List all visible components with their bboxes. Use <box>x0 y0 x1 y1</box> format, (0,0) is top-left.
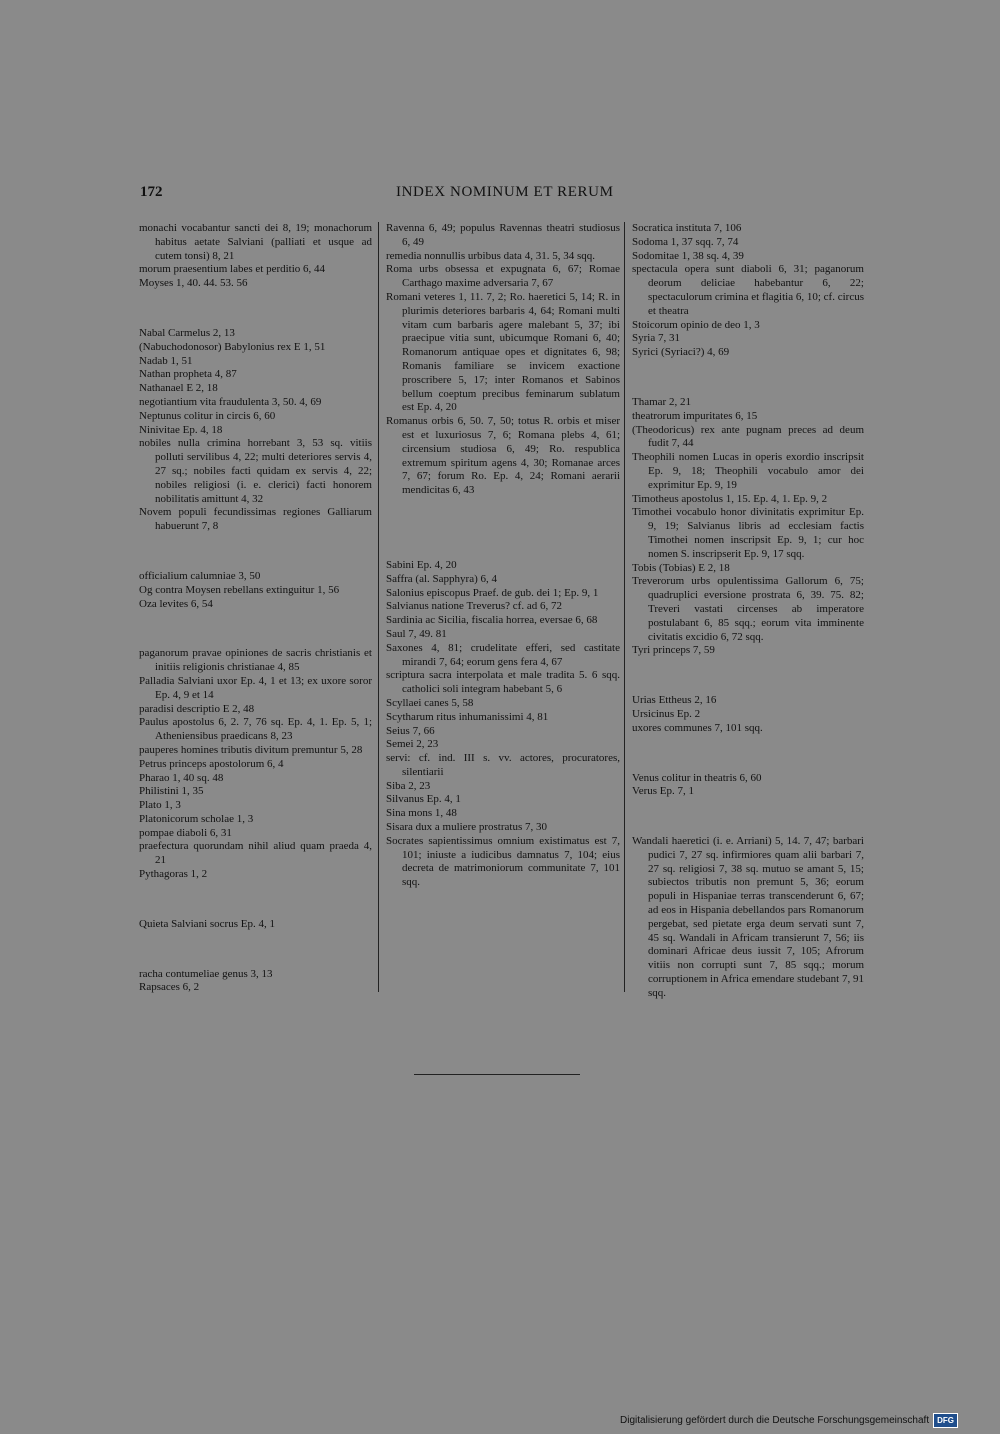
index-entry: Seius 7, 66 <box>386 724 435 737</box>
index-entry: Silvanus Ep. 4, 1 <box>386 793 461 806</box>
index-column-1 <box>139 222 372 995</box>
index-entry: Moyses 1, 40. 44. 53. 56 <box>139 277 248 290</box>
index-entry: Urias Ettheus 2, 16 <box>632 694 717 707</box>
index-entry: spectacula opera sunt diaboli 6, 31; paganorum deorum deliciae habebantur 6, 22; spectaculorum crimina et flagitia 6, 10; cf. circus et theatra <box>632 263 864 317</box>
index-entry: Venus colitur in theatris 6, 60 <box>632 771 762 784</box>
index-entry: paradisi descriptio E 2, 48 <box>139 702 255 715</box>
index-entry: Ravenna 6, 49; populus Ravennas theatri studiosus 6, 49 <box>386 222 620 248</box>
index-entry: racha contumeliae genus 3, 13 <box>139 967 273 980</box>
index-entry: Rapsaces 6, 2 <box>139 981 200 994</box>
index-entry: Paulus apostolus 6, 2. 7, 76 sq. Ep. 4, 1. Ep. 5, 1; Atheniensibus praedicans 8, 23 <box>139 716 372 743</box>
index-entry: Syria 7, 31 <box>632 332 680 345</box>
index-entry: Novem populi fecundissimas regiones Galliarum habuerunt 7, 8 <box>139 506 372 533</box>
index-entry: pauperes homines tributis divitum premuntur 5, 28 <box>139 743 363 756</box>
footer-credit: Digitalisierung gefördert durch die Deutsche Forschungsgemeinschaft <box>620 1415 930 1426</box>
index-entry: morum praesentium labes et perditio 6, 44 <box>139 263 326 276</box>
index-entry: Nathan propheta 4, 87 <box>139 368 237 381</box>
index-entry: Sardinia ac Sicilia, fiscalia horrea, eversae 6, 68 <box>386 614 598 627</box>
index-entry: remedia nonnullis urbibus data 4, 31. 5, 34 sqq. <box>386 249 595 262</box>
dfg-logo: DFG <box>933 1413 958 1428</box>
index-entry: pompae diaboli 6, 31 <box>139 826 232 839</box>
index-entry: Timotheus apostolus 1, 15. Ep. 4, 1. Ep. 9, 2 <box>632 492 828 505</box>
index-entry: Saul 7, 49. 81 <box>386 627 447 640</box>
index-entry: praefectura quorundam nihil aliud quam praeda 4, 21 <box>139 840 372 867</box>
index-entry: Plato 1, 3 <box>139 799 181 812</box>
index-entry: Socrates sapientissimus omnium existimatus est 7, 101; iniuste a iudicibus damnatus 7, 104; eius decreta de matrimoniorum communitate 7, 101 sqq. <box>386 834 620 889</box>
entry-gap <box>632 669 864 683</box>
index-entry: Socratica instituta 7, 106 <box>632 222 742 234</box>
index-entry: Treverorum urbs opulentissima Gallorum 6, 75; quadruplici eversione prostrata 6, 39. 75. 82; Treveri vastati circenses ab imperatore postulabant 6, 85 sqq.; eorum vita imminente civitatis excidio 6, 72 sqq. <box>632 575 864 643</box>
index-entry: uxores communes 7, 101 sqq. <box>632 721 763 734</box>
entry-gap <box>139 622 372 636</box>
column-divider <box>378 222 379 992</box>
index-entry: Og contra Moysen rebellans extinguitur 1, 56 <box>139 583 340 596</box>
index-entry: Syrici (Syriaci?) 4, 69 <box>632 346 730 359</box>
index-entry: Romani veteres 1, 11. 7, 2; Ro. haeretici 5, 14; R. in plurimis deteriores barbaris 4, 64; Romani multi vitam cum barbaris agere malebant 5, 37; ibi praecipue vitia sunt, ubicumque Romani 6, 40; Romanorum antiquae opes et dignitates 6, 98; Romanis familiare se invicem exactione proscribere 5, 17; inter Romanos et Sabinos bellum coeptum precibus feminarum sublatum est Ep. 4, 20 <box>386 290 620 414</box>
index-entry: nobiles nulla crimina horrebant 3, 53 sq. vitiis polluti servilibus 4, 22; multi deteriores servis 4, 27 sq.; nobiles facti quidam ex servis 4, 22; nobiles religiosi (i. e. clerici) facti honorem nobilitatis amittunt 4, 32 <box>139 437 372 505</box>
index-entry: Pharao 1, 40 sq. 48 <box>139 771 224 784</box>
entry-gap <box>632 810 864 824</box>
index-entry: scriptura sacra interpolata et male tradita 5. 6 sqq. catholici soli integram habebant 5, 6 <box>386 669 620 696</box>
index-entry: (Nabuchodonosor) Babylonius rex E 1, 51 <box>139 340 326 353</box>
index-entry: Sina mons 1, 48 <box>386 807 457 820</box>
index-entry: Platonicorum scholae 1, 3 <box>139 812 254 825</box>
index-entry: Semei 2, 23 <box>386 738 439 751</box>
index-entry: monachi vocabantur sancti dei 8, 19; monachorum habitus aetate Salviani (palliati et usque ad cutem tonsi) 8, 21 <box>139 222 372 262</box>
footer <box>620 1413 958 1428</box>
end-rule <box>414 1074 580 1075</box>
index-entry: Sabini Ep. 4, 20 <box>386 558 457 571</box>
index-entry: Thamar 2, 21 <box>632 395 691 408</box>
index-entry: Sodoma 1, 37 sqq. 7, 74 <box>632 235 739 248</box>
index-entry: Roma urbs obsessa et expugnata 6, 67; Romae Carthago maxime adversaria 7, 67 <box>386 263 620 290</box>
index-entry: Tyri princeps 7, 59 <box>632 644 715 657</box>
index-entry: Tobis (Tobias) E 2, 18 <box>632 561 730 574</box>
entry-gap <box>632 747 864 761</box>
index-entry: paganorum pravae opiniones de sacris christianis et initiis religionis christianae 4, 85 <box>139 647 372 674</box>
index-entry: (Theodoricus) rex ante pugnam preces ad deum fudit 7, 44 <box>632 423 864 450</box>
index-entry: Saffra (al. Sapphyra) 6, 4 <box>386 572 497 585</box>
index-entry: Timothei vocabulo honor divinitatis exprimitur Ep. 9, 19; Salvianus libris ad ecclesiam factis Timothei nomen inscripsit Ep. 9, 1; cur hoc nomen S. inscripserit Ep. 9, 17 sqq. <box>632 506 864 560</box>
index-entry: theatrorum impuritates 6, 15 <box>632 409 758 422</box>
index-entry: Philistini 1, 35 <box>139 785 204 798</box>
index-entry: Theophili nomen Lucas in operis exordio inscripsit Ep. 9, 18; Theophili vocabulo amor dei exprimitur Ep. 9, 19 <box>632 451 864 491</box>
entry-gap <box>139 545 372 559</box>
index-entry: Ninivitae Ep. 4, 18 <box>139 423 223 436</box>
index-entry: Petrus princeps apostolorum 6, 4 <box>139 757 284 770</box>
index-entry: Sisara dux a muliere prostratus 7, 30 <box>386 821 547 834</box>
index-entry: Salonius episcopus Praef. de gub. dei 1; Ep. 9, 1 <box>386 586 599 599</box>
entry-gap <box>632 371 864 385</box>
index-entry: officialium calumniae 3, 50 <box>139 569 261 582</box>
index-entry: Ursicinus Ep. 2 <box>632 707 701 720</box>
entry-gap <box>386 509 620 523</box>
index-entry: servi: cf. ind. III s. vv. actores, procuratores, silentiarii <box>386 752 620 778</box>
index-entry: Quieta Salviani socrus Ep. 4, 1 <box>139 917 275 930</box>
entry-gap <box>139 943 372 957</box>
index-entry: Romanus orbis 6, 50. 7, 50; totus R. orbis et miser est et luxuriosus 7, 6; Romana plebs 4, 61; circensium studiosa 6, 49; Ro. respublica extremum spiritum agens 4, 30; Romanae arces 7, 67; forum Ro. Ep. 4, 24; Romani aerarii mendicitas 6, 43 <box>386 415 620 497</box>
index-entry: negotiantium vita fraudulenta 3, 50. 4, 69 <box>139 395 322 408</box>
index-entry: Pythagoras 1, 2 <box>139 868 208 881</box>
index-entry: Nathanael E 2, 18 <box>139 382 218 395</box>
index-column-3 <box>632 222 864 1001</box>
entry-gap <box>139 893 372 907</box>
index-entry: Siba 2, 23 <box>386 779 431 792</box>
index-entry: Stoicorum opinio de deo 1, 3 <box>632 318 760 331</box>
index-entry: Salvianus natione Treverus? cf. ad 6, 72 <box>386 600 562 613</box>
index-entry: Saxones 4, 81; crudelitate efferi, sed castitate mirandi 7, 64; eorum gens fera 4, 67 <box>386 641 620 668</box>
column-divider <box>624 222 625 992</box>
index-entry: Nabal Carmelus 2, 13 <box>139 326 235 339</box>
index-entry: Scytharum ritus inhumanissimi 4, 81 <box>386 710 549 723</box>
index-column-2 <box>386 222 620 890</box>
index-entry: Oza levites 6, 54 <box>139 597 213 610</box>
index-entry: Scyllaei canes 5, 58 <box>386 696 474 709</box>
index-entry: Palladia Salviani uxor Ep. 4, 1 et 13; ex uxore soror Ep. 4, 9 et 14 <box>139 674 372 701</box>
entry-gap <box>386 534 620 548</box>
page-number: 172 <box>140 184 163 200</box>
entry-gap <box>139 302 372 316</box>
index-entry: Neptunus colitur in circis 6, 60 <box>139 409 276 422</box>
index-entry: Sodomitae 1, 38 sq. 4, 39 <box>632 249 744 262</box>
index-entry: Wandali haeretici (i. e. Arriani) 5, 14. 7, 47; barbari pudici 7, 27 sq. infirmiores quam alii barbari 7, 27 sq. religiosi 7, 38 sq. mutuo se amant 5, 15; subiectos tributis non premunt 5, 36; eorum populi in Hispaniae terras transcenderunt 6, 67; ad eos in Hispania debellandos pars Romanorum pergebat, sed pietate erga deum servati sunt 7, 45 sq. Wandali in Africam transierunt 7, 56; iis dominari Africae deus iussit 7, 105; Afrorum vitiis non corrupti sunt 7, 85 sqq.; morum corruptionem in Africa emendare studebant 7, 91 sqq. <box>632 835 864 999</box>
index-entry: Verus Ep. 7, 1 <box>632 785 695 798</box>
index-entry: Nadab 1, 51 <box>139 354 193 367</box>
running-header: INDEX NOMINUM ET RERUM <box>396 184 614 200</box>
